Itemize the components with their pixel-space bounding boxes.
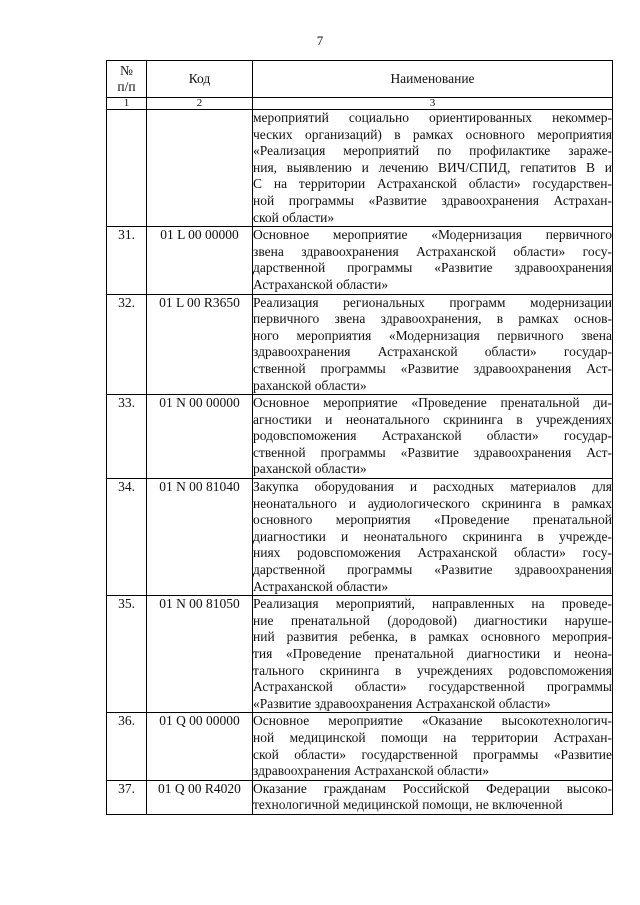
column-number-1: 1 [107, 98, 147, 110]
row-name [253, 110, 613, 227]
row-name-line: родовспоможения Астраханской области» государ- [253, 428, 612, 444]
header-number-line1: № [120, 63, 133, 78]
row-code [147, 110, 253, 227]
row-name-line: Астраханской области» государственной программы [253, 679, 612, 695]
table-body [107, 110, 613, 815]
table-row [107, 110, 613, 227]
row-name-line: основного мероприятия «Проведение пренатальной [253, 512, 612, 528]
table-row [107, 780, 613, 814]
row-name-line: ческих организаций) в рамках основного мероприятия [253, 126, 612, 142]
row-name [253, 780, 613, 814]
row-name-line: ниях родовспоможения Астраханской области» госу- [253, 545, 612, 561]
row-name-line: здравоохранения Астраханской области» государ- [253, 344, 612, 360]
row-name-line: звена здравоохранения Астраханской области» госу- [253, 243, 612, 259]
row-name-line: раханской области» [253, 461, 367, 477]
row-number: 34. [107, 479, 147, 596]
row-name-line: агностики и неонатального скрининга в учреждениях [253, 411, 612, 427]
row-number: 37. [107, 780, 147, 814]
row-name [253, 294, 613, 395]
budget-classification-table [106, 60, 613, 815]
table-row [107, 713, 613, 780]
row-name-line: ственной программы «Развитие здравоохранения Аст- [253, 360, 612, 376]
row-number: 35. [107, 596, 147, 713]
row-name [253, 227, 613, 294]
row-name-line: ной медицинской помощи на территории Астрахан- [253, 729, 612, 745]
row-number: 32. [107, 294, 147, 395]
row-name-line: Астраханской области» [253, 578, 389, 594]
row-name-line: тального скрининга в учреждениях родовспоможения [253, 662, 612, 678]
row-name [253, 395, 613, 479]
row-name-line: ния, выявлению и лечению ВИЧ/СПИД, гепатитов В и [253, 159, 612, 175]
header-code: Код [147, 61, 253, 98]
row-name-line: ственной программы «Развитие здравоохранения Аст- [253, 444, 612, 460]
row-name-line: тия «Проведение пренатальной диагностики и неона- [253, 646, 612, 661]
table-header-row [107, 61, 613, 98]
row-name-line: раханской области» [253, 377, 367, 393]
row-name-line: здравоохранения Астраханской области» [253, 763, 489, 779]
table-row [107, 479, 613, 596]
header-number-line2: п/п [117, 79, 136, 94]
row-code: 01 N 00 81050 [147, 596, 253, 713]
row-name-line: Астраханской области» [253, 276, 389, 292]
row-name-line: дарственной программы «Развитие здравоохранения [253, 260, 612, 276]
row-name-line: ний развития ребенка, в рамках основного мероприя- [253, 629, 612, 645]
row-number: 33. [107, 395, 147, 479]
header-number [107, 61, 147, 98]
row-name-line: Основное мероприятие «Проведение пренатальной ди- [253, 395, 612, 411]
row-name-line: технологичной медицинской помощи, не включенной [253, 797, 563, 813]
row-code: 01 Q 00 R4020 [147, 780, 253, 814]
row-name [253, 479, 613, 596]
row-name-line: диагностики и неонатального скрининга в учрежде- [253, 528, 612, 544]
table-row [107, 294, 613, 395]
row-code: 01 L 00 R3650 [147, 294, 253, 395]
row-number: 36. [107, 713, 147, 780]
row-number [107, 110, 147, 227]
row-name-line: С на территории Астраханской области» государствен- [253, 176, 612, 192]
row-code: 01 L 00 00000 [147, 227, 253, 294]
page-number: 7 [316, 33, 324, 48]
row-name-line: «Реализация мероприятий по профилактике зараже- [253, 143, 612, 159]
row-name [253, 713, 613, 780]
row-name-line: Закупка оборудования и расходных материалов для [253, 479, 612, 495]
row-name-line: Основное мероприятие «Оказание высокотехнологич- [253, 713, 612, 729]
table-row [107, 395, 613, 479]
row-name [253, 596, 613, 713]
column-number-3: 3 [253, 98, 613, 110]
row-name-line: дарственной программы «Развитие здравоохранения [253, 562, 612, 578]
row-name-line: первичного звена здравоохранения, в рамках основ- [253, 311, 612, 327]
row-number: 31. [107, 227, 147, 294]
column-number-2: 2 [147, 98, 253, 110]
row-code: 01 Q 00 00000 [147, 713, 253, 780]
column-number-row [107, 98, 613, 110]
row-name-line: Реализация региональных программ модернизации [253, 294, 612, 310]
row-name-line: мероприятий социально ориентированных некоммер- [253, 110, 612, 125]
row-name-line: Основное мероприятие «Модернизация первичного [253, 227, 612, 243]
row-name-line: Оказание гражданам Российской Федерации высоко- [253, 780, 612, 796]
row-code: 01 N 00 00000 [147, 395, 253, 479]
row-name-line: ние пренатальной (дородовой) диагностики наруше- [253, 612, 612, 628]
table-row [107, 227, 613, 294]
table-row [107, 596, 613, 713]
row-name-line: ской области» государственной программы «Развитие [253, 746, 612, 762]
row-name-line: ской области» [253, 209, 335, 225]
row-code: 01 N 00 81040 [147, 479, 253, 596]
row-name-line: «Развитие здравоохранения Астраханской области» [253, 695, 551, 711]
row-name-line: ной программы «Развитие здравоохранения Астрахан- [253, 192, 612, 208]
row-name-line: Реализация мероприятий, направленных на проведе- [253, 596, 612, 612]
row-name-line: ного мероприятия «Модернизация первичного звена [253, 327, 612, 343]
header-name: Наименование [253, 61, 613, 98]
row-name-line: неонатального и аудиологического скрининга в рамках [253, 495, 612, 511]
